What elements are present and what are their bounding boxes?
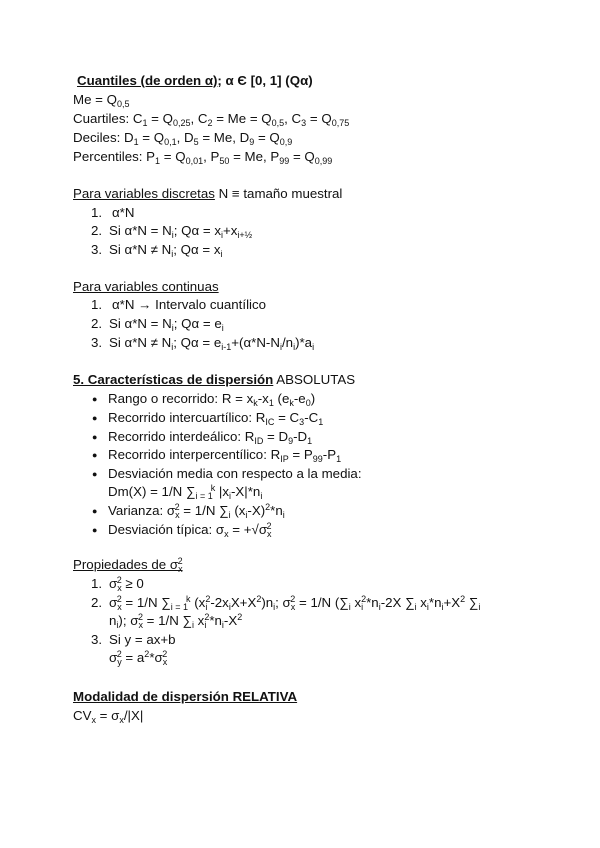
formula-fragment: k [289,398,294,408]
formula-fragment: = 1/N ∑ [142,613,192,628]
continuas-heading: Para variables continuas [73,279,219,294]
dispersion-item-interdealico [92,429,312,445]
formula-fragment: i [191,620,194,630]
formula-fragment: = σ [95,708,120,723]
propiedades-item-2 [91,595,480,611]
discretas-item-1 [91,205,134,221]
formula-fragment: 1 [142,118,148,128]
propiedades-item-3-cont [109,650,167,666]
formula-fragment: i [221,620,224,630]
formula-fragment: 1. [91,205,103,220]
formula-fragment: Propiedades de σ [73,557,179,572]
formula-fragment: 2 [237,612,243,622]
formula-fragment: x [117,583,122,593]
quantiles-heading-rest: ; α Є [0, 1] (Qα) [217,73,313,88]
formula-fragment: 2 [290,594,296,604]
formula-fragment: x [224,529,229,539]
quantiles-heading-line [73,73,313,89]
formula-fragment: ; Qα = e [173,316,222,331]
formula-fragment: Deciles: D [73,130,134,145]
formula-fragment: 5 [193,137,199,147]
formula-fragment: α*N → Intervalo cuantílico [112,297,267,312]
formula-fragment: i [273,602,276,612]
formula-fragment: 3 [299,417,305,427]
formula-fragment: = Q [160,149,186,164]
formula-fragment: = Me, D [198,130,250,145]
formula-fragment: i [293,342,296,352]
formula-fragment: 3 [301,118,307,128]
formula-fragment: ≥ 0 [121,576,144,591]
formula-fragment: i = 1 [170,602,189,612]
formula-fragment: -X|*n [231,484,261,499]
formula-fragment: *n [209,613,222,628]
cuartiles-line [73,111,349,127]
formula-fragment: /|X| [123,708,144,723]
formula-fragment: k [253,398,258,408]
dispersion-heading-line [73,372,355,388]
formula-fragment: IC [265,417,275,427]
formula-fragment: 1. [91,576,103,591]
formula-fragment: k [186,594,191,604]
formula-fragment: 2 [177,556,183,566]
formula-fragment: 3. [91,242,103,257]
formula-fragment: 1 [133,137,139,147]
formula-fragment: x [267,529,272,539]
formula-fragment: 0,5 [271,118,285,128]
bullet-icon: ● [92,450,98,460]
formula-fragment: i [348,602,351,612]
formula-fragment: = D [263,429,289,444]
formula-fragment: 9 [249,137,255,147]
formula-fragment: ; Qα = x [173,242,221,257]
bullet-icon: ● [92,432,98,442]
formula-fragment: 2 [116,575,122,585]
bullet-icon: ● [92,413,98,423]
formula-fragment: i [361,602,364,612]
formula-fragment: = Me, P [229,149,280,164]
formula-fragment: CV [73,708,92,723]
formula-fragment: i [441,602,444,612]
formula-fragment: = Q [138,130,165,145]
formula-fragment: 2 [265,502,271,512]
formula-fragment: 99 [312,454,323,464]
formula-fragment: i [414,602,417,612]
formula-fragment: 2 [266,521,272,531]
formula-fragment: 1. [91,297,103,312]
formula-fragment: α*N [112,205,135,220]
formula-fragment: 99 [279,156,290,166]
formula-fragment: )*a [295,335,313,350]
formula-fragment: 2 [174,502,180,512]
continuas-heading-line [73,279,219,295]
formula-fragment: Percentiles: P [73,149,156,164]
formula-fragment: x [178,564,183,574]
quantiles-heading: Cuantiles (de orden α) [77,73,218,88]
formula-fragment: = 1/N ∑ [121,595,171,610]
formula-fragment: = +√σ [228,522,268,537]
formula-fragment: i [228,510,231,520]
formula-fragment: 0 [305,398,311,408]
formula-fragment: Rango o recorrido: R = x [108,391,254,406]
formula-fragment: *n [270,503,283,518]
formula-fragment: 0,25 [172,118,191,128]
formula-fragment: i [426,602,429,612]
dispersion-item-desviacion-tipica [92,522,272,538]
percentiles-line [73,149,332,165]
continuas-item-3 [91,335,314,351]
median-text: Me = Q [73,92,117,107]
bullet-icon: ● [92,469,98,479]
formula-fragment: ; Qα = x [173,223,221,238]
formula-fragment: 9 [288,436,294,446]
formula-fragment: -C [304,410,319,425]
formula-fragment: i [378,602,381,612]
formula-fragment: 2. [91,223,103,238]
formula-fragment: ; Qα = e [173,335,222,350]
formula-fragment: 2. [91,316,103,331]
formula-fragment: |x [215,484,229,499]
formula-fragment: (e [273,391,290,406]
continuas-item-2 [91,316,224,332]
bullet-icon: ● [92,506,98,516]
formula-fragment: i [220,249,223,259]
formula-fragment: 2 [116,649,122,659]
formula-fragment: -2X ∑ [380,595,415,610]
formula-fragment: +X [443,595,461,610]
formula-fragment: x [91,715,96,725]
formula-fragment: 2 [137,612,143,622]
formula-fragment: 0,1 [164,137,177,147]
formula-fragment: 2 [460,594,466,604]
formula-fragment: ∑ [465,595,479,610]
formula-fragment: 2 [162,649,168,659]
formula-fragment: 3. [91,632,103,647]
formula-fragment: 2 [361,594,367,604]
formula-fragment: i [116,620,119,630]
median-sub: 0,5 [116,99,130,109]
formula-fragment: Si y = ax+b [109,632,176,647]
formula-fragment: -D [293,429,308,444]
discretas-item-3 [91,242,223,258]
formula-fragment: Si α*N = N [109,223,172,238]
formula-fragment: *n [428,595,442,610]
dispersion-item-varianza [92,503,285,519]
dispersion-heading: 5. Características de dispersión [73,372,274,387]
formula-fragment: 2 [205,594,211,604]
formula-fragment: y [117,657,122,667]
formula-fragment: +x [222,223,238,238]
formula-fragment: 1 [307,436,313,446]
formula-fragment: 1 [268,398,274,408]
formula-fragment: i [228,602,231,612]
cv-formula [73,708,143,724]
formula-fragment: , C [284,111,302,126]
bullet-icon: ● [92,525,98,535]
formula-fragment: -e [293,391,306,406]
formula-fragment: -X) [247,503,266,518]
dispersion-item-rango [92,391,315,407]
formula-fragment: Dm(X) = 1/N ∑ [108,484,196,499]
formula-fragment: )n [261,595,274,610]
formula-fragment: i [229,491,231,501]
formula-fragment: *σ [149,650,163,665]
formula-fragment: σ [109,576,118,591]
formula-fragment: i [279,342,282,352]
formula-fragment: 2 [207,118,213,128]
formula-fragment: i [245,510,248,520]
formula-fragment: i [171,323,174,333]
formula-fragment: Desviación media con respecto a la media: [108,466,362,481]
formula-fragment: (x [230,503,246,518]
formula-fragment: x [119,715,124,725]
formula-fragment: = 1/N ∑ [179,503,229,518]
formula-fragment: σ [109,650,118,665]
formula-fragment: i [260,491,263,501]
relativa-heading-line [73,689,297,705]
formula-fragment: x [193,613,205,628]
formula-fragment: i [204,620,207,630]
formula-fragment: 0,9 [279,137,293,147]
formula-fragment: = Me = Q [212,111,272,126]
formula-fragment: x [416,595,427,610]
formula-fragment: x [117,602,122,612]
formula-fragment: , C [190,111,208,126]
formula-fragment: Recorrido intercuartílico: R [108,410,266,425]
bullet-icon: ● [92,394,98,404]
dispersion-item-interpercentilico [92,447,341,463]
formula-fragment: , P [203,149,220,164]
formula-fragment: ) [310,391,316,406]
deciles-line [73,130,292,146]
formula-fragment: ; σ [275,595,291,610]
formula-fragment: ABSOLUTAS [273,372,356,387]
formula-fragment: Si α*N = N [109,316,172,331]
formula-fragment: 0,75 [331,118,350,128]
propiedades-heading [73,557,183,572]
formula-fragment: (x [190,595,206,610]
formula-fragment: i [220,230,223,240]
formula-fragment: σ [109,595,118,610]
formula-fragment: = Q [289,149,315,164]
formula-fragment: Si α*N ≠ N [109,335,172,350]
formula-fragment: = 1/N (∑ [295,595,349,610]
propiedades-item-1 [91,576,144,592]
formula-fragment: 1 [336,454,342,464]
formula-fragment: -P [322,447,337,462]
formula-fragment: x [290,602,296,612]
formula-fragment: = P [288,447,313,462]
formula-fragment: -2x [210,595,229,610]
formula-fragment: 0,01 [185,156,204,166]
formula-fragment: n [109,613,117,628]
formula-fragment: Desviación típica: σ [108,522,225,537]
formula-fragment: k [210,483,216,493]
formula-fragment: x [350,595,362,610]
formula-fragment: i [205,602,208,612]
formula-fragment: Recorrido interdeálico: R [108,429,255,444]
formula-fragment: X+X [230,595,257,610]
formula-fragment: N ≡ tamaño muestral [214,186,343,201]
formula-fragment: 3. [91,335,103,350]
formula-fragment: Recorrido interpercentílico: R [108,447,281,462]
formula-fragment: 2 [256,594,262,604]
formula-fragment: = C [274,410,300,425]
formula-fragment: IP [280,454,289,464]
formula-fragment: = Q [254,130,280,145]
formula-fragment: *n [366,595,379,610]
formula-fragment: i [282,510,285,520]
formula-fragment: i [221,323,224,333]
formula-fragment: i [171,249,174,259]
discretas-heading-line [73,186,342,202]
formula-fragment: +(α*N-N [231,335,280,350]
formula-fragment: 2 [144,649,150,659]
formula-fragment: i [171,342,174,352]
propiedades-item-2-cont [109,613,242,629]
relativa-heading: Modalidad de dispersión RELATIVA [73,689,298,704]
formula-fragment: ); σ [118,613,139,628]
formula-fragment: 1 [318,417,324,427]
propiedades-heading-line [73,557,183,573]
formula-fragment: Si α*N ≠ N [109,242,172,257]
dispersion-item-desviacion-media [92,466,362,482]
formula-fragment: 0,99 [314,156,333,166]
formula-fragment: 2. [91,595,103,610]
formula-fragment: i = 1 [195,491,213,501]
formula-fragment: = a [121,650,145,665]
continuas-item-1 [91,297,266,313]
formula-fragment: i [312,342,315,352]
formula-fragment: 1 [155,156,161,166]
formula-fragment: ID [254,436,264,446]
dispersion-item-intercuartilico [92,410,323,426]
formula-fragment: = Q [147,111,173,126]
formula-fragment: = Q [306,111,332,126]
formula-fragment: -X [223,613,238,628]
formula-fragment: i-1 [221,342,232,352]
formula-fragment: 50 [219,156,230,166]
formula-fragment: Cuartiles: C [73,111,143,126]
formula-fragment: x [162,657,168,667]
formula-fragment: i [478,602,481,612]
dm-formula [108,484,262,500]
formula-fragment: , D [176,130,194,145]
discretas-heading: Para variables discretas [73,186,215,201]
formula-fragment: 2 [204,612,210,622]
formula-fragment: x [175,510,180,520]
propiedades-item-3 [91,632,176,648]
formula-fragment: 2 [116,594,122,604]
formula-fragment: i+½ [237,230,253,240]
formula-fragment: x [138,620,143,630]
formula-fragment: i [171,230,174,240]
formula-fragment: /n [281,335,294,350]
formula-fragment: Varianza: σ [108,503,176,518]
formula-fragment: -x [257,391,269,406]
median-line [73,92,129,108]
discretas-item-2 [91,223,252,239]
